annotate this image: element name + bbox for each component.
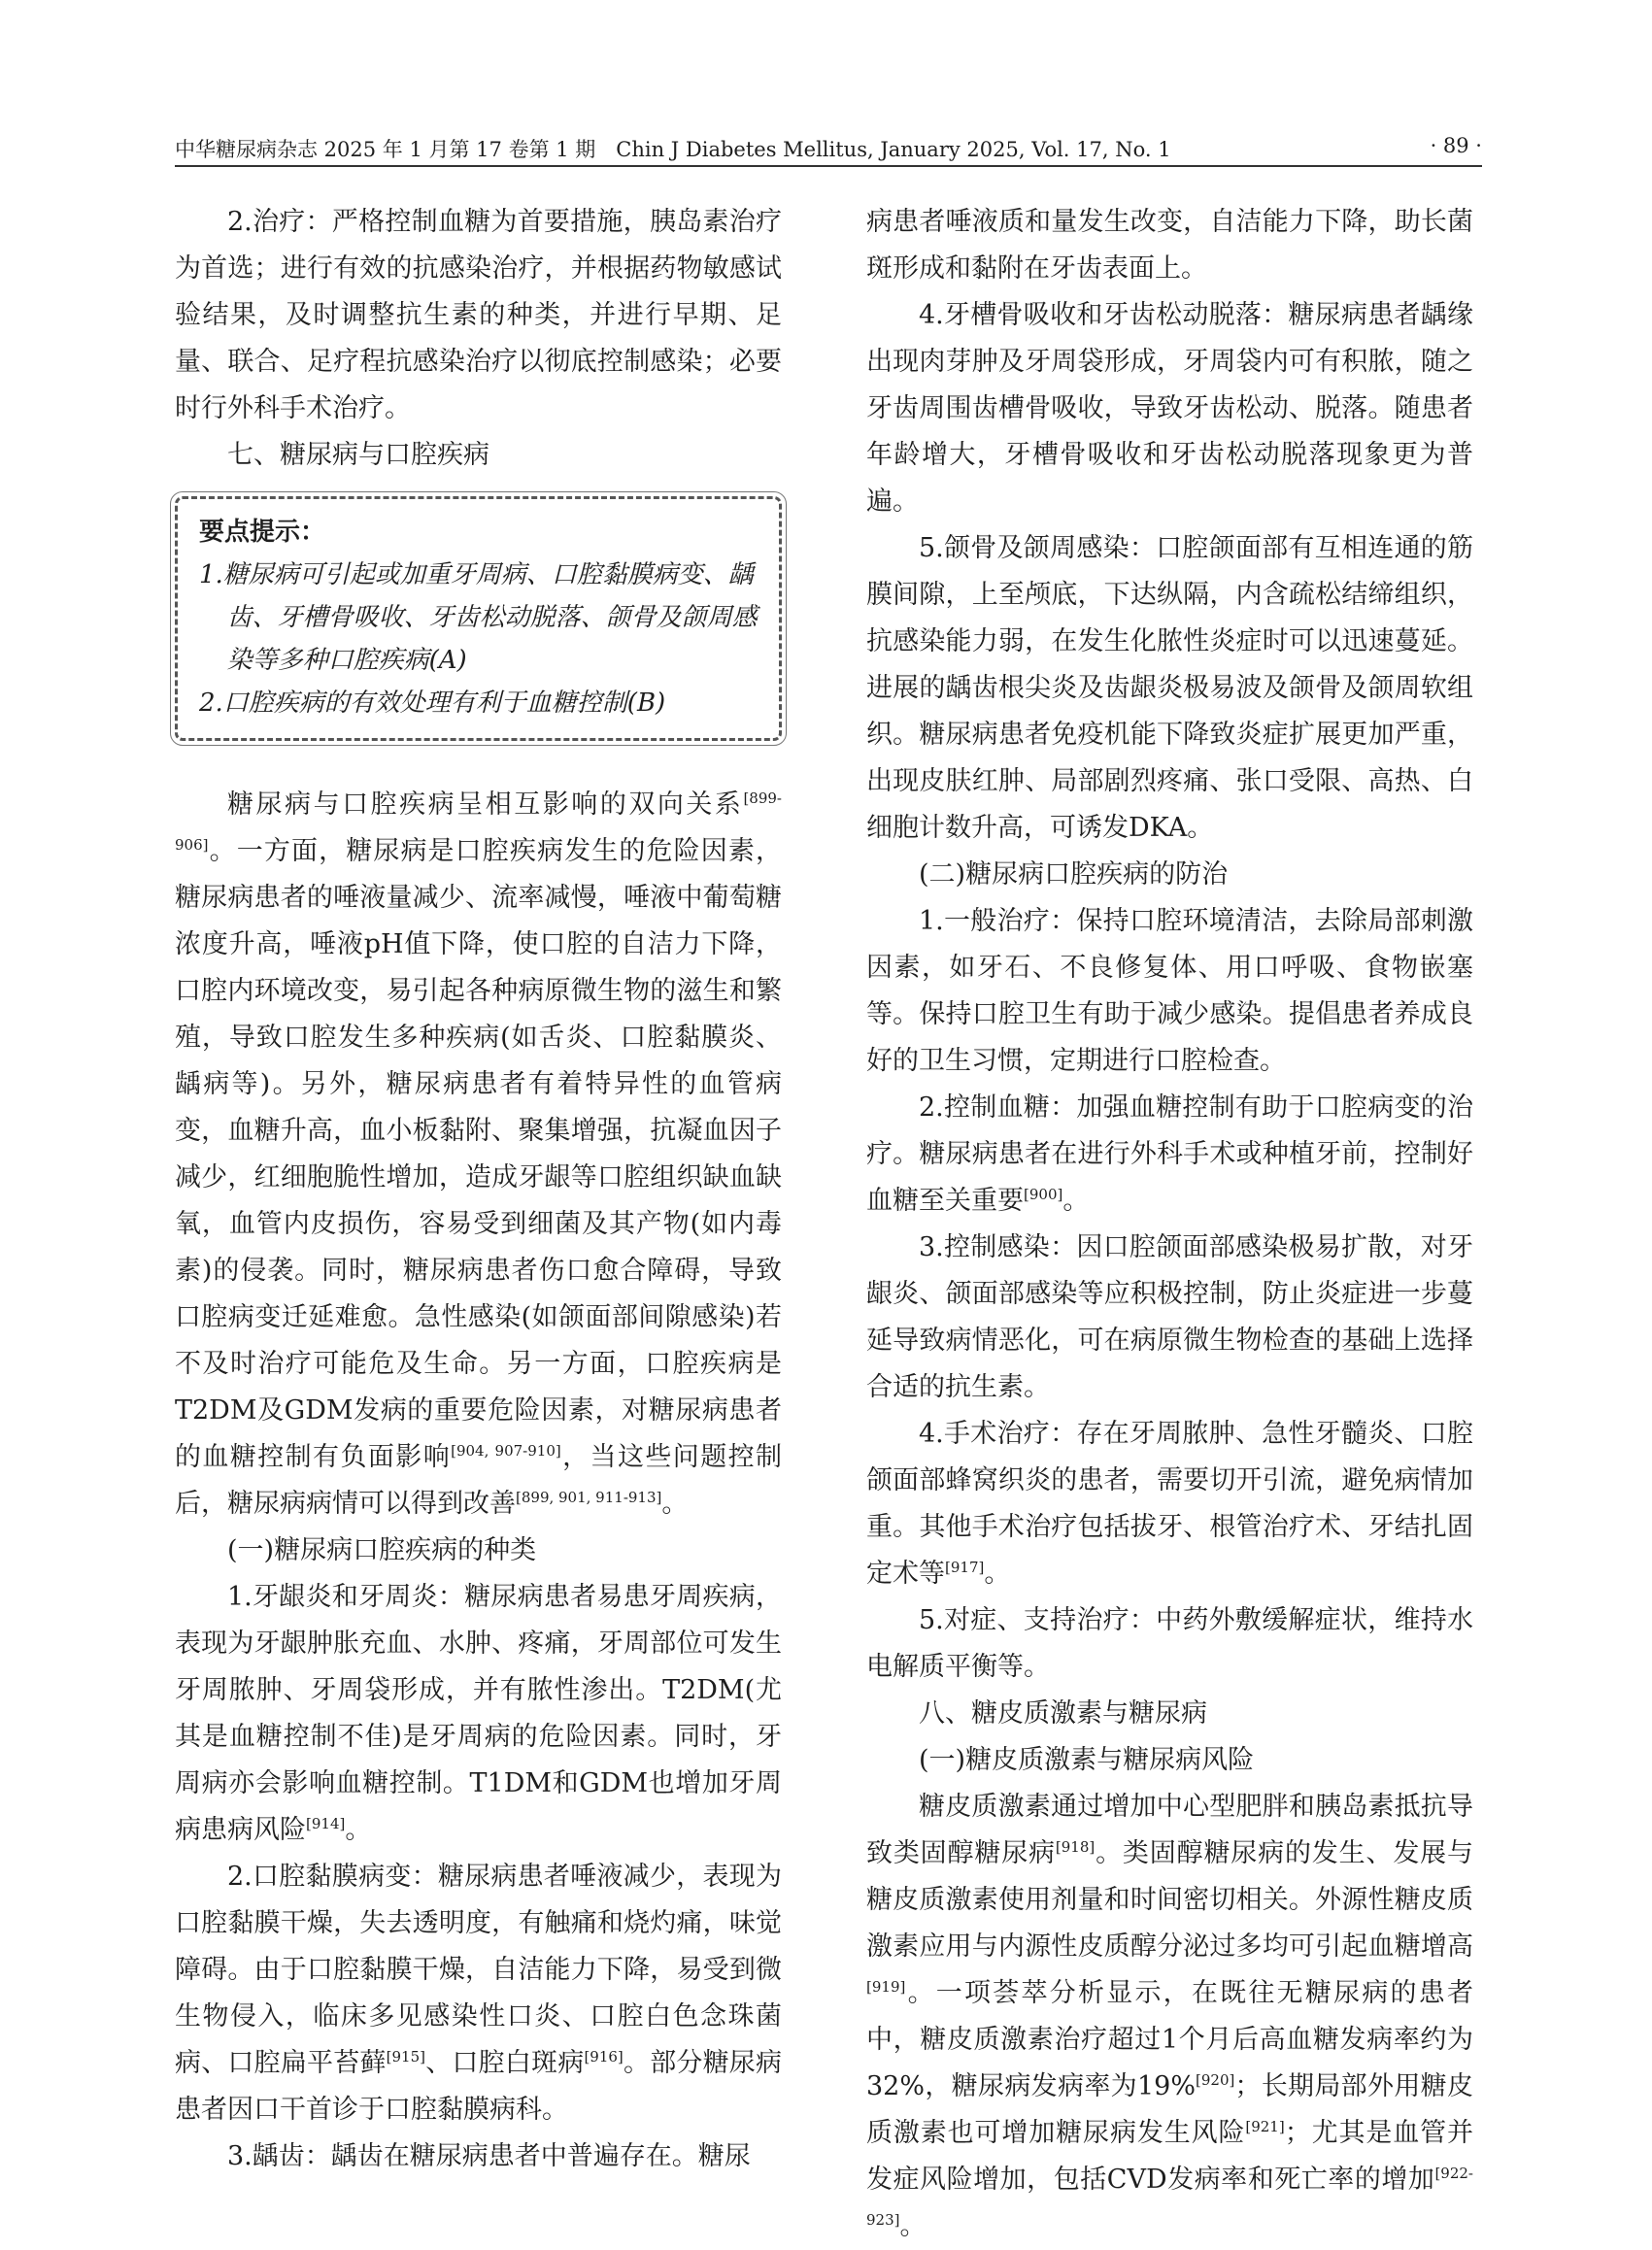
subsection-heading-types: (一)糖尿病口腔疾病的种类 (227, 1535, 537, 1565)
running-header (175, 126, 1482, 167)
paragraph-caries: 3.龋齿：龋齿在糖尿病患者中普遍存在。糖尿 (227, 2141, 751, 2171)
left-column (175, 199, 782, 2180)
citation-ref: [916] (584, 2048, 624, 2065)
paragraph-bidirectional: 糖尿病与口腔疾病呈相互影响的双向关系[899-906]。一方面，糖尿病是口腔疾病发生的危险因素，糖尿病患者的唾液量减少、流率减慢，唾液中葡萄糖浓度升高，唾液pH值下降，使口腔的自洁力下降，口腔内环境改变，易引起各种病原微生物的滋生和繁殖，导致口腔发生多种疾病(如舌炎、口腔黏膜炎、龋病等)。另外，糖尿病患者有着特异性的血管病变，血糖升高，血小板黏附、聚集增强，抗凝血因子减少，红细胞脆性增加，造成牙龈等口腔组织缺血缺氧，血管内皮损伤，容易受到细菌及其产物(如内毒素)的侵袭。同时，糖尿病患者伤口愈合障碍，导致口腔病变迁延难愈。急性感染(如颌面部间隙感染)若不及时治疗可能危及生命。另一方面，口腔疾病是T2DM及GDM发病的重要危险因素，对糖尿病患者的血糖控制有负面影响[904, 907-910]，当这些问题控制后，糖尿病病情可以得到改善[899, 901, 911-913]。 (175, 789, 783, 1519)
key-points-title: 要点提示： (199, 518, 326, 547)
section-heading-8: 八、糖皮质激素与糖尿病 (919, 1698, 1207, 1729)
subsection-heading-prevention: (二)糖尿病口腔疾病的防治 (919, 859, 1229, 890)
citation-ref: [919] (866, 1978, 906, 1996)
paragraph-caries-cont: 病患者唾液质和量发生改变，自洁能力下降，助长菌斑形成和黏附在牙齿表面上。 (866, 207, 1473, 284)
citation-ref: [904, 907-910] (451, 1442, 561, 1460)
paragraph-alveolar: 4.牙槽骨吸收和牙齿松动脱落：糖尿病患者龋缘出现肉芽肿及牙周袋形成，牙周袋内可有积脓，随之牙齿周围齿槽骨吸收，导致牙齿松动、脱落。随患者年龄增大，牙槽骨吸收和牙齿松动脱落现象更为普遍。 (866, 300, 1473, 517)
section-heading-7: 七、糖尿病与口腔疾病 (227, 440, 489, 470)
citation-ref: [920] (1196, 2071, 1235, 2089)
paragraph-supportive: 5.对症、支持治疗：中药外敷缓解症状，维持水电解质平衡等。 (866, 1605, 1473, 1682)
paragraph-treatment: 2.治疗：严格控制血糖为首要措施，胰岛素治疗为首选；进行有效的抗感染治疗，并根据药物敏感试验结果，及时调整抗生素的种类，并进行早期、足量、联合、足疗程抗感染治疗以彻底控制感染；必要时行外科手术治疗。 (175, 207, 782, 423)
subsection-heading-risk: (一)糖皮质激素与糖尿病风险 (919, 1745, 1255, 1775)
citation-ref: [899-906] (175, 789, 782, 854)
paragraph-glucose-control: 2.控制血糖：加强血糖控制有助于口腔病变的治疗。糖尿病患者在进行外科手术或种植牙前，控制好血糖至关重要[900]。 (866, 1092, 1473, 1216)
citation-ref: [900] (1024, 1186, 1063, 1203)
key-point-1: 1.糖尿病可引起或加重牙周病、口腔黏膜病变、龋齿、牙槽骨吸收、牙齿松动脱落、颌骨及颌周感染等多种口腔疾病(A) (199, 560, 758, 675)
paragraph-general-treatment: 1.一般治疗：保持口腔环境清洁，去除局部刺激因素，如牙石、不良修复体、用口呼吸、食物嵌塞等。保持口腔卫生有助于减少感染。提倡患者养成良好的卫生习惯，定期进行口腔检查。 (866, 906, 1473, 1076)
paragraph-periodontitis: 1.牙龈炎和牙周炎：糖尿病患者易患牙周疾病，表现为牙龈肿胀充血、水肿、疼痛，牙周部位可发生牙周脓肿、牙周袋形成，并有脓性渗出。T2DM(尤其是血糖控制不佳)是牙周病的危险因素。同时，牙周病亦会影响血糖控制。T1DM和GDM也增加牙周病患病风险[914]。 (175, 1582, 782, 1845)
citation-ref: [921] (1245, 2118, 1285, 2135)
paragraph-surgery: 4.手术治疗：存在牙周脓肿、急性牙髓炎、口腔颌面部蜂窝织炎的患者，需要切开引流，避免病情加重。其他手术治疗包括拔牙、根管治疗术、牙结扎固定术等[917]。 (866, 1419, 1473, 1589)
paragraph-glucocorticoid: 糖皮质激素通过增加中心型肥胖和胰岛素抵抗导致类固醇糖尿病[918]。类固醇糖尿病的发生、发展与糖皮质激素使用剂量和时间密切相关。外源性糖皮质激素应用与内源性皮质醇分泌过多均可引起血糖增高[919]。一项荟萃分析显示，在既往无糖尿病的患者中，糖皮质激素治疗超过1个月后高血糖发病率约为32%，糖尿病发病率为19%[920]；长期局部外用糖皮质激素也可增加糖尿病发生风险[921]；尤其是血管并发症风险增加，包括CVD发病率和死亡率的增加[922-923]。 (866, 1792, 1474, 2241)
key-point-2: 2.口腔疾病的有效处理有利于血糖控制(B) (199, 688, 666, 718)
paragraph-jaw-infection: 5.颌骨及颌周感染：口腔颌面部有互相连通的筋膜间隙，上至颅底，下达纵隔，内含疏松结缔组织，抗感染能力弱，在发生化脓性炎症时可以迅速蔓延。进展的龋齿根尖炎及齿龈炎极易波及颌骨及颌周软组织。糖尿病患者免疫机能下降致炎症扩展更加严重，出现皮肤红肿、局部剧烈疼痛、张口受限、高热、白细胞计数升高，可诱发DKA。 (866, 533, 1473, 843)
right-column (866, 199, 1473, 2250)
citation-ref: [915] (386, 2048, 425, 2065)
paragraph-infection-control: 3.控制感染：因口腔颌面部感染极易扩散，对牙龈炎、颌面部感染等应积极控制，防止炎症进一步蔓延导致病情恶化，可在病原微生物检查的基础上选择合适的抗生素。 (866, 1232, 1473, 1402)
citation-ref: [914] (306, 1815, 346, 1832)
paragraph-mucosa: 2.口腔黏膜病变：糖尿病患者唾液减少，表现为口腔黏膜干燥，失去透明度，有触痛和烧灼痛，味觉障碍。由于口腔黏膜干燥，自洁能力下降，易受到微生物侵入，临床多见感染性口炎、口腔白色念珠菌病、口腔扁平苔藓[915]、口腔白斑病[916]。部分糖尿病患者因口干首诊于口腔黏膜病科。 (175, 1862, 783, 2125)
citation-ref: [922-923] (866, 2165, 1473, 2229)
citation-ref: [899, 901, 911-913] (516, 1489, 662, 1506)
journal-citation: 中华糖尿病杂志 2025 年 1 月第 17 卷第 1 期 Chin J Diabetes Mellitus, January 2025, Vol. 17, No. 1 (175, 138, 1171, 161)
citation-ref: [917] (945, 1559, 985, 1576)
key-points-box (175, 496, 782, 741)
citation-ref: [918] (1055, 1838, 1096, 1856)
page-number: · 89 · (1430, 134, 1482, 157)
